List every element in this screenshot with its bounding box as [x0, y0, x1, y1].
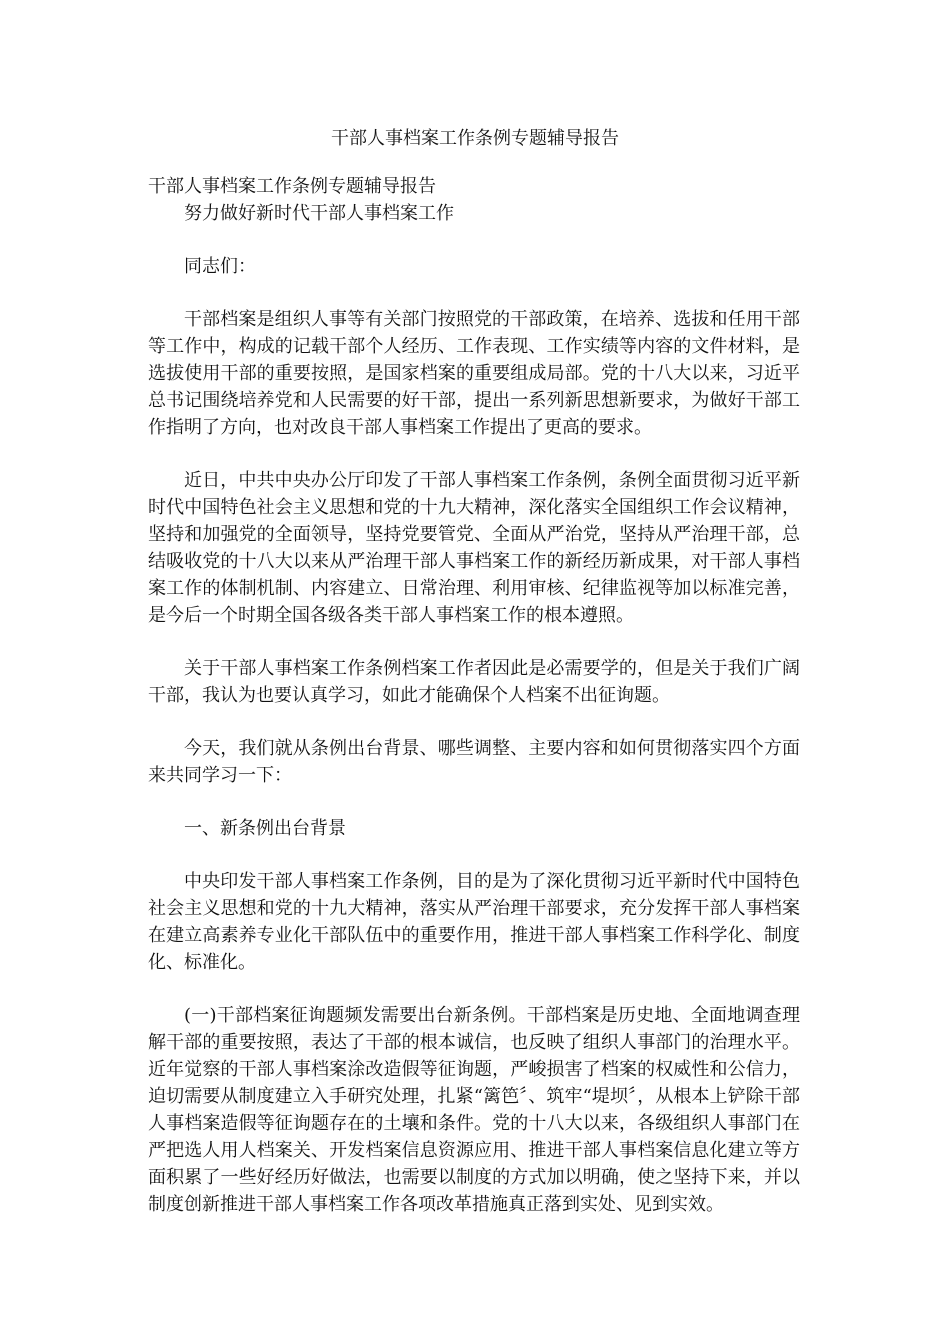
paragraph: 中央印发干部人事档案工作条例，目的是为了深化贯彻习近平新时代中国特色社会主义思想和党的十九大精神，落实从严治理干部要求，充分发挥干部人事档案在建立高素养专业化干部队伍中的重要作用，推进干部人事档案工作科学化、制度化、标准化。: [148, 871, 800, 973]
subtitle-line-2: 努力做好新时代干部人事档案工作: [184, 203, 454, 224]
paragraph: 关于干部人事档案工作条例档案工作者因此是必需要学的，但是关于我们广阔干部，我认为也要认真学习，如此才能确保个人档案不出征询题。: [148, 658, 800, 706]
paragraph: 今天，我们就从条例出台背景、哪些调整、主要内容和如何贯彻落实四个方面来共同学习一下：: [148, 738, 800, 786]
paragraph: 干部档案是组织人事等有关部门按照党的干部政策，在培养、选拔和任用干部等工作中，构成的记载干部个人经历、工作表现、工作实绩等内容的文件材料，是选拔使用干部的重要按照，是国家档案的重要组成局部。党的十八大以来，习近平总书记围绕培养党和人民需要的好干部，提出一系列新思想新要求，为做好干部工作指明了方向，也对改良干部人事档案工作提出了更高的要求。: [148, 309, 800, 438]
paragraph: (一)干部档案征询题频发需要出台新条例。干部档案是历史地、全面地调查理解干部的重要按照，表达了干部的根本诚信，也反映了组织人事部门的治理水平。近年觉察的干部人事档案涂改造假等征询题，严峻损害了档案的权威性和公信力，迫切需要从制度建立入手研究处理，扎紧“篱笆〞、筑牢“堤坝〞，从根本上铲除干部人事档案造假等征询题存在的土壤和条件。党的十八大以来，各级组织人事部门在严把选人用人档案关、开发档案信息资源应用、推进干部人事档案信息化建立等方面积累了一些好经历好做法，也需要以制度的方式加以明确，使之坚持下来，并以制度创新推进干部人事档案工作各项改革措施真正落到实处、见到实效。: [148, 1005, 800, 1215]
document-body: [148, 173, 800, 1218]
subtitle-line-1: 干部人事档案工作条例专题辅导报告: [148, 176, 436, 197]
greeting: 同志们：: [184, 256, 256, 277]
section-heading: 一、新条例出台背景: [184, 818, 346, 839]
document-title: 干部人事档案工作条例专题辅导报告: [331, 128, 619, 149]
paragraph: 近日，中共中央办公厅印发了干部人事档案工作条例，条例全面贯彻习近平新时代中国特色社会主义思想和党的十九大精神，深化落实全国组织工作会议精神，坚持和加强党的全面领导，坚持党要管党、全面从严治党，坚持从严治理干部，总结吸收党的十八大以来从严治理干部人事档案工作的新经历新成果，对干部人事档案工作的体制机制、内容建立、日常治理、利用审核、纪律监视等加以标准完善，是今后一个时期全国各级各类干部人事档案工作的根本遵照。: [148, 470, 800, 626]
